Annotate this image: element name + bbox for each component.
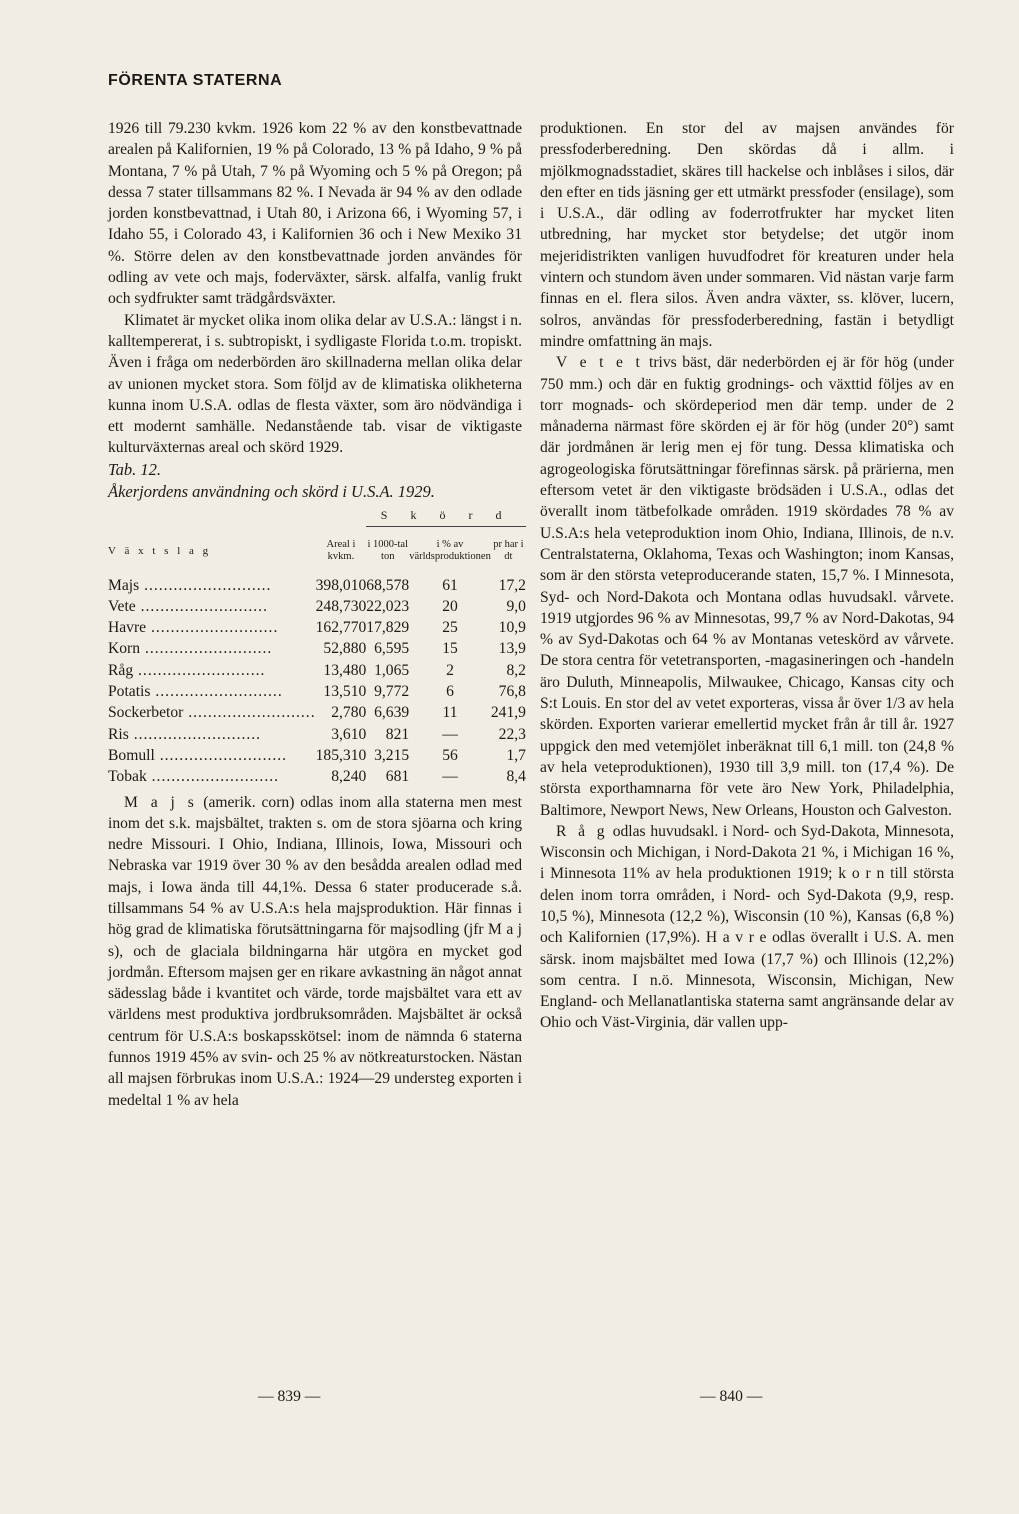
crop-areal: 185,310	[315, 746, 367, 764]
crop-dt: 8,4	[506, 768, 526, 786]
crop-table	[108, 505, 526, 788]
crop-pct: —	[442, 725, 458, 743]
crop-pct: 6	[446, 683, 454, 701]
crop-dt: 17,2	[498, 576, 526, 594]
crop-areal: 3,610	[331, 725, 367, 743]
crop-ton: 17,829	[366, 619, 410, 637]
lead-majs: M a j s	[124, 793, 198, 811]
table-row	[108, 702, 526, 723]
crop-ton: 22,023	[366, 597, 410, 615]
right-column	[540, 118, 954, 1034]
crop-ton: 6,595	[374, 640, 410, 658]
crop-areal: 13,510	[323, 683, 367, 701]
paragraph-ensilage: produktionen. En stor del av majsen användes för pressfoderberedning. Den skördas då i allm. i mjölkmognadsstadiet, skäres till hackelse och inblåses i silos, där den efter en tids jäsning ger ett utmärkt pressfoder (ensilage), som i U.S.A., där odling av foderrotfrukter har mycket liten utbredning, har mycket stor betydelse; det utgör inom mejeridistrikten vanligen huvudfodret för kreaturen under hela vintern och stundom även under sommaren. Vid nästan varje farm finnas en el. flera silos. Även andra växter, ss. klöver, lucern, solros, användas för pressfoderberedning, fastän i betydligt mindre omfattning än majs.	[540, 120, 954, 350]
table-title: Tab. 12.	[108, 459, 162, 479]
crop-name: Råg ..........................	[108, 661, 266, 679]
crop-pct: 15	[442, 640, 458, 658]
crop-areal: 248,730	[315, 597, 367, 615]
crop-dt: 13,9	[498, 640, 526, 658]
crop-pct: —	[442, 768, 458, 786]
crop-ton: 3,215	[374, 746, 410, 764]
crop-dt: 9,0	[506, 597, 526, 615]
crop-ton: 68,578	[366, 576, 410, 594]
header-dt: pr har i dt	[493, 538, 524, 562]
paragraph-irrigation: 1926 till 79.230 kvkm. 1926 kom 22 % av den konstbevattnade arealen på Kalifornien, 19 % på Colorado, 13 % på Idaho, 9 % på Montana, 7 % på Utah, 7 % på Wyoming och 5 % på Oregon; på dessa 7 stater tillsammans 82 %. I Nevada är 94 % av den odlade jorden konstbevattnad, i Utah 80, i Arizona 66, i Wyoming 57, i Idaho 55, i Colorado 43, i Kalifornien 36 och i New Mexiko 31 %. Större delen av den konstbevattnade jorden användes för odling av vete och majs, foderväxter, särsk. alfalfa, vanlig frukt och sydfrukter samt trädgårdsväxter.	[108, 120, 522, 308]
lead-rag: R å g	[556, 822, 609, 840]
crop-areal: 398,010	[315, 576, 367, 594]
table-row	[108, 681, 526, 702]
header-vaxtslag: V ä x t s l a g	[108, 544, 212, 557]
lead-vete: V e t e t	[556, 354, 644, 372]
table-row	[108, 660, 526, 681]
header-pct: i % av världsproduktionen	[409, 538, 491, 562]
text-vete: trivs bäst, där nederbörden ej är för hög (under 750 mm.) och där en fuktig grodnings- och växttid följes av en torr mognads- och skördeperiod men där temp. under de 2 månaderna närmast före skörden ej är för hög (under 20°) samt där jordmånen är lerig men ej för tung. Dessa klimatiska och agrogeologiska förutsättningar förefinnas särsk. på prärierna, men eftersom vetet är den viktigaste brödsäden i U.S.A., odlas det överallt inom tätbefolkade områden. 1919 skördades 78 % av U.S.A:s hela veteproduktion inom Ohio, Indiana, Illinois, de n.v. Centralstaterna, Oklahoma, Texas och Washington; inom Kansas, som är den största veteproducerande staten, 15,7 %. I Minnesota, Syd- och Nord-Dakota och Montana odlas huvudsakl. vårvete. 1919 utgjordes 96 % av Minnesotas, 99,7 % av Nord-Dakotas, 94 % av Syd-Dakotas och 64 % av Montanas veteskörd av vårvete. De stora centra för vetetransporten, -magasineringen och -handeln äro Duluth, Minneapolis, Milwaukee, Chicago, Kansas city och S:t Louis. En stor del av vetet exporteras, vissa år över 1/3 av hela skörden. Exporten varierar emellertid mycket från år till år. 1927 uppgick den med vetemjölet inberäknat till 6,1 mill. ton (24,8 % av hela veteproduktionen), 1930 till 3,9 mill. ton (17,4 %). De största exporthamnarna för vete äro New York, Philadelphia, Baltimore, Newport News, New Orleans, Houston och Galveston.	[540, 354, 954, 819]
crop-ton: 681	[385, 768, 410, 786]
paragraph-vete	[540, 352, 954, 821]
crop-name: Potatis ..........................	[108, 683, 283, 701]
crop-name: Havre ..........................	[108, 619, 279, 637]
crop-areal: 2,780	[331, 704, 367, 722]
left-column	[108, 118, 526, 1111]
table-row	[108, 766, 526, 787]
text-rag: odlas huvudsakl. i Nord- och Syd-Dakota, Minnesota, Wisconsin och Michigan, i Nord-Dakota 21 %, i Michigan 16 %, i Minnesota 11% av hela produktionen 1919; k o r n till största delen inom torra områden, i Nord- och Syd-Dakota (9,9, resp. 10,5 %), Minnesota (12,2 %), Wisconsin (10 %), Kansas (6,8 %) och Kalifornien (17,9%). H a v r e odlas överallt i U.S. A. men särsk. inom majsbältet med Iowa (17,7 %) och Illinois (12,2%) som centra. I n.ö. Minnesota, Wisconsin, Michigan, New England- och Mellanatlantiska staterna samt angränsande delar av Ohio och Väst-Virginia, där vallen upp-	[540, 822, 954, 1032]
crop-name: Sockerbetor ..........................	[108, 704, 316, 722]
crop-name: Ris ..........................	[108, 725, 262, 743]
crop-name: Bomull ..........................	[108, 746, 288, 764]
crop-name: Tobak ..........................	[108, 768, 280, 786]
table-row	[108, 638, 526, 659]
header-areal: Areal i kvkm.	[326, 538, 356, 562]
paragraph-majs	[108, 792, 522, 1111]
table-row	[108, 617, 526, 638]
crop-name: Vete ..........................	[108, 597, 268, 615]
page-number-right: — 840 —	[700, 1388, 763, 1405]
table-row	[108, 724, 526, 745]
header-skord: S k ö r d	[366, 505, 526, 527]
crop-pct: 20	[442, 597, 458, 615]
table-subtitle: Åkerjordens användning och skörd i U.S.A. 1929.	[108, 481, 435, 501]
crop-areal: 13,480	[323, 661, 367, 679]
crop-ton: 1,065	[374, 661, 410, 679]
table-row	[108, 596, 526, 617]
running-header: FÖRENTA STATERNA	[108, 72, 283, 89]
crop-ton: 9,772	[374, 683, 410, 701]
crop-dt: 1,7	[506, 746, 526, 764]
crop-dt: 76,8	[498, 683, 526, 701]
crop-dt: 22,3	[498, 725, 526, 743]
crop-dt: 8,2	[506, 661, 526, 679]
crop-dt: 241,9	[490, 704, 526, 722]
page-number-left: — 839 —	[258, 1388, 321, 1405]
crop-dt: 10,9	[498, 619, 526, 637]
crop-name: Majs ..........................	[108, 576, 272, 594]
crop-areal: 162,770	[315, 619, 367, 637]
crop-name: Korn ..........................	[108, 640, 273, 658]
crop-pct: 56	[442, 746, 458, 764]
text-majs: (amerik. corn) odlas inom alla staterna men mest inom det s.k. majsbältet, trakten s. om de stora sjöarna och kring nedre Missouri. I Ohio, Indiana, Illinois, Iowa, Missouri och Nebraska var 1919 över 30 % av den besådda arealen odlad med majs, i Iowa ända till 44,1%. Dessa 6 stater producerade s.å. tillsammans 54 % av U.S.A:s hela majsproduktion. Här finnas i hög grad de klimatiska förutsättningarna för majsodling (jfr M a j s), och de glaciala bildningarna här utgöra en mycket god jordmån. Eftersom majsen ger en rikare avkastning än något annat sädesslag både i kvantitet och värde, torde majsbältet vara ett av världens mest produktiva jordbruksområden. Majsbältet är också centrum för U.S.A:s boskapsskötsel: inom de nämnda 6 staterna funnos 1919 45% av svin- och 25 % av nötkreaturstocken. Nästan all majsen förbrukas inom U.S.A.: 1924—29 understeg exporten i medeltal 1 % av hela	[108, 793, 522, 1109]
header-ton: i 1000-tal ton	[367, 538, 409, 562]
crop-areal: 52,880	[323, 640, 367, 658]
table-row	[108, 575, 526, 596]
table-row	[108, 745, 526, 766]
crop-pct: 61	[442, 576, 458, 594]
crop-pct: 2	[446, 661, 454, 679]
crop-areal: 8,240	[331, 768, 367, 786]
crop-ton: 821	[385, 725, 410, 743]
paragraph-climate: Klimatet är mycket olika inom olika delar av U.S.A.: längst i n. kalltempererat, i s. subtropiskt, i sydligaste Florida t.o.m. tropiskt. Även i fråga om nederbörden äro skillnaderna mellan olika delar av unionen mycket stora. Som följd av de klimatiska olikheterna kunna inom U.S.A. odlas de flesta växter, som äro nödvändiga i ett modernt samhälle. Nedanstående tab. visar de viktigaste kulturväxternas areal och skörd 1929.	[108, 311, 522, 457]
crop-pct: 25	[442, 619, 458, 637]
crop-pct: 11	[442, 704, 458, 722]
paragraph-rag	[540, 821, 954, 1034]
crop-ton: 6,639	[374, 704, 410, 722]
